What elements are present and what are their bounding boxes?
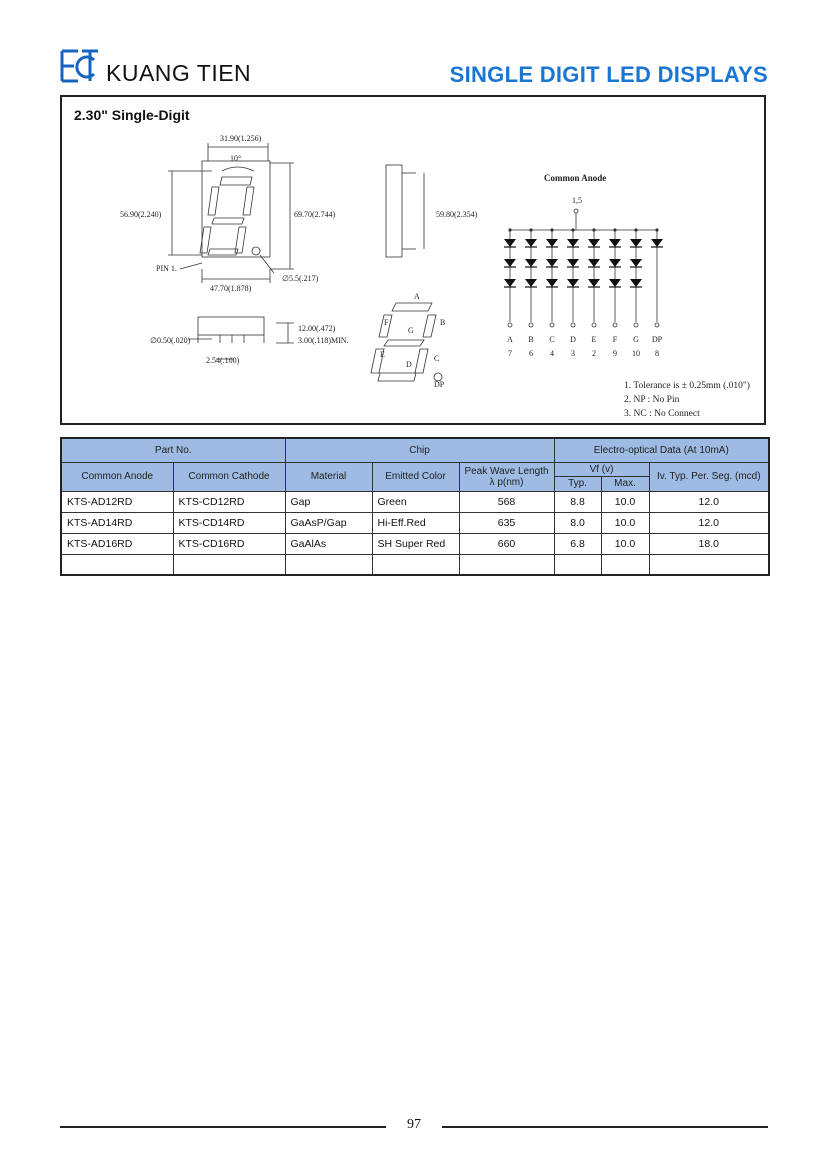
pin-terminal-icon (634, 323, 638, 327)
cell-typ: 6.8 (554, 533, 601, 554)
diode-icon (588, 279, 600, 287)
circuit-label: E (591, 335, 597, 344)
seg-label-f: F (384, 318, 389, 327)
cell-wave: 660 (459, 533, 554, 554)
seg-label-e: E (380, 350, 385, 359)
table-row (61, 512, 769, 533)
seg-label-b: B (440, 318, 446, 327)
dim-pitch: 2.54(.100) (206, 356, 240, 365)
cell-color: Green (372, 491, 459, 512)
cell-wave: 568 (459, 491, 554, 512)
dimension-diagram (62, 97, 764, 423)
section-title: 2.30" Single-Digit (74, 107, 190, 123)
dim-height-left: 56.90(2.240) (120, 210, 162, 219)
pin-terminal-icon (592, 323, 596, 327)
note-item: 2. NP : No Pin (624, 395, 680, 405)
cell-color: SH Super Red (372, 533, 459, 554)
cell-iv: 12.0 (649, 491, 769, 512)
group-header-chip: Chip (285, 438, 554, 462)
diode-icon (609, 279, 621, 287)
diode-icon (525, 239, 537, 247)
diode-icon (504, 279, 516, 287)
diode-icon (567, 259, 579, 267)
cell-typ: 8.0 (554, 512, 601, 533)
pin-terminal-icon (655, 323, 659, 327)
group-header-part-no: Part No. (61, 438, 285, 462)
header-peak-wave (459, 462, 554, 491)
diode-icon (588, 259, 600, 267)
cell-anode: KTS-AD14RD (61, 512, 173, 533)
seg-label-c: C (434, 354, 440, 363)
dim-height-right: 69.70(2.744) (294, 210, 336, 219)
note-item: 3. NC : No Connect (624, 409, 700, 419)
diode-icon (504, 259, 516, 267)
diode-icon (630, 239, 642, 247)
dim-width-bottom: 47.70(1.878) (210, 284, 252, 293)
note-item: 1. Tolerance is ± 0.25mm (.010") (624, 381, 750, 391)
diode-icon (546, 239, 558, 247)
diode-icon (609, 239, 621, 247)
diode-icon (546, 259, 558, 267)
diode-icon (609, 259, 621, 267)
dim-pin-diameter: ∅0.50(.020) (150, 336, 191, 345)
seg-label-g: G (408, 326, 414, 335)
circuit-label: F (612, 335, 618, 344)
circuit-pin-number: 2 (592, 349, 596, 358)
diode-icon (651, 239, 663, 247)
page-title: SINGLE DIGIT LED DISPLAYS (449, 62, 768, 87)
header-common-anode: Common Anode (61, 462, 173, 491)
cell-iv: 18.0 (649, 533, 769, 554)
cell-cathode: KTS-CD14RD (173, 512, 285, 533)
page-number: 97 (407, 1117, 421, 1132)
circuit-pin-number: 6 (529, 349, 533, 358)
circuit-pin-number: 9 (613, 349, 617, 358)
circuit-label: D (570, 335, 576, 344)
circuit-label: G (633, 335, 639, 344)
seg-label-a: A (414, 292, 420, 301)
cell-anode: KTS-AD16RD (61, 533, 173, 554)
header-max: Max. (601, 476, 649, 491)
circuit-pin-number: 10 (632, 349, 640, 358)
cell-max: 10.0 (601, 491, 649, 512)
pin-terminal-icon (571, 323, 575, 327)
footer-rule-right (442, 1126, 768, 1128)
kuang-tien-logo-icon (60, 48, 100, 84)
cell-cathode: KTS-CD12RD (173, 491, 285, 512)
diode-icon (630, 259, 642, 267)
table-row (61, 491, 769, 512)
circuit-title: Common Anode (544, 173, 607, 183)
diode-icon (504, 239, 516, 247)
dim-bottom-height: 12.00(.472) (298, 324, 336, 333)
dim-pin: PIN 1. (156, 264, 177, 273)
header-material: Material (285, 462, 372, 491)
peak-wave-label: Peak Wave Length (464, 465, 549, 477)
cell-max: 10.0 (601, 533, 649, 554)
seg-label-dp: DP (434, 380, 445, 389)
cell-material: Gap (285, 491, 372, 512)
header-emitted-color: Emitted Color (372, 462, 459, 491)
circuit-pin-number: 3 (571, 349, 575, 358)
pin-terminal-icon (613, 323, 617, 327)
diode-icon (525, 279, 537, 287)
spec-table (60, 437, 770, 576)
cell-material: GaAsP/Gap (285, 512, 372, 533)
page-footer (60, 1114, 768, 1136)
diode-icon (567, 239, 579, 247)
dim-width-top: 31.90(1.256) (220, 134, 262, 143)
pin-terminal-icon (529, 323, 533, 327)
notes (624, 379, 750, 421)
circuit-pin-number: 4 (550, 349, 554, 358)
seg-label-d: D (406, 360, 412, 369)
diode-icon (630, 279, 642, 287)
pin-terminal-icon (550, 323, 554, 327)
cell-anode: KTS-AD12RD (61, 491, 173, 512)
diode-icon (567, 279, 579, 287)
dim-pin-min: 3.00(.118)MIN. (298, 336, 349, 345)
cell-wave: 635 (459, 512, 554, 533)
page-header (60, 44, 768, 94)
circuit-label: DP (651, 335, 663, 344)
header-iv: Iv. Typ. Per. Seg. (mcd) (649, 462, 769, 491)
circuit-pin-number: 7 (508, 349, 512, 358)
header-vf: Vf (v) (554, 462, 649, 476)
circuit-label: A (507, 335, 513, 344)
group-header-eo: Electro-optical Data (At 10mA) (554, 438, 769, 462)
cell-max: 10.0 (601, 512, 649, 533)
cell-iv: 12.0 (649, 512, 769, 533)
common-anode-circuit (504, 173, 663, 358)
diode-icon (525, 259, 537, 267)
dim-angle: 10° (230, 154, 242, 163)
circuit-common-pins: 1,5 (572, 196, 582, 205)
table-row-empty (61, 554, 769, 575)
circuit-label: C (549, 335, 555, 344)
cell-material: GaAlAs (285, 533, 372, 554)
diagram-frame (60, 95, 766, 425)
peak-wave-unit: λ p(nm) (489, 476, 524, 488)
table-row (61, 533, 769, 554)
circuit-label: B (528, 335, 534, 344)
circuit-pin-number: 8 (655, 349, 659, 358)
header-common-cathode: Common Cathode (173, 462, 285, 491)
cell-cathode: KTS-CD16RD (173, 533, 285, 554)
dim-side-height: 59.80(2.354) (436, 210, 478, 219)
brand-name: KUANG TIEN (106, 60, 252, 86)
diode-icon (588, 239, 600, 247)
spec-table-wrap (60, 437, 768, 576)
header-typ: Typ. (554, 476, 601, 491)
cell-color: Hi-Eff.Red (372, 512, 459, 533)
cell-typ: 8.8 (554, 491, 601, 512)
common-pin-terminal-icon (574, 209, 578, 213)
pin-terminal-icon (508, 323, 512, 327)
diode-icon (546, 279, 558, 287)
dim-dot-diameter: ∅5.5(.217) (282, 274, 319, 283)
